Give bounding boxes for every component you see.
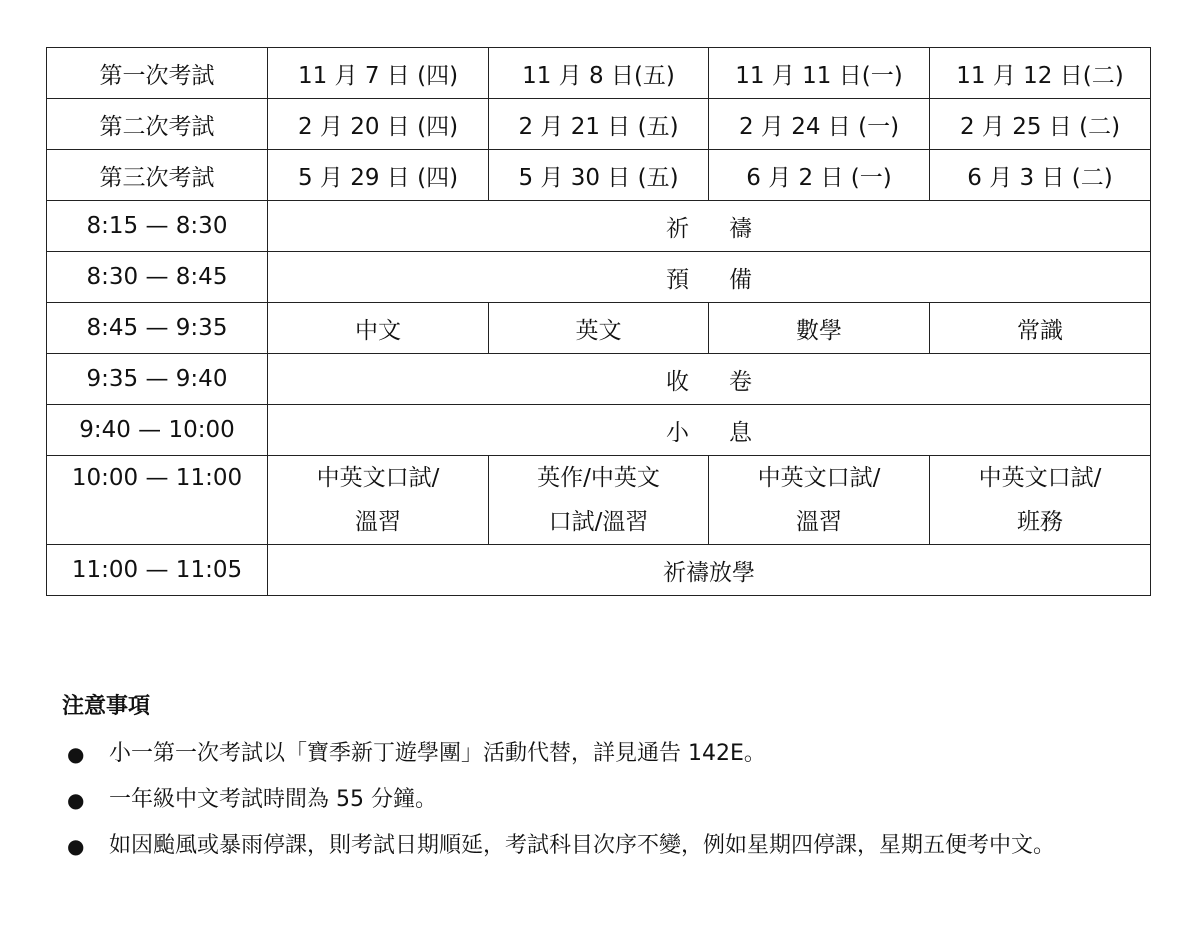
oral-line: 英作/中英文 [537, 465, 660, 491]
exam-date: 11 月 11 日(一) [709, 48, 930, 99]
activity-cell [268, 201, 1151, 252]
exam-row-2 [47, 99, 1151, 150]
note-item [62, 826, 1152, 866]
note-text: 如因颱風或暴雨停課，則考試日期順延，考試科目次序不變，例如星期四停課，星期五便考中文。 [109, 833, 1056, 858]
oral-cell [268, 456, 489, 545]
oral-line: 溫習 [355, 509, 401, 535]
oral-line: 中英文口試/ [316, 465, 440, 491]
activity-text: 卷 [729, 368, 752, 395]
note-text: 一年級中文考試時間為 55 分鐘。 [109, 787, 437, 812]
oral-line: 班務 [1017, 509, 1063, 535]
exam-date: 11 月 8 日(五) [489, 48, 709, 99]
activity-text: 小 [666, 419, 689, 446]
schedule-row-exam [47, 303, 1151, 354]
subject-cell: 常識 [930, 303, 1151, 354]
schedule-row-oral [47, 456, 1151, 545]
activity-text: 禱 [729, 215, 752, 242]
oral-cell [930, 456, 1151, 545]
exam-date: 5 月 30 日 (五) [489, 150, 709, 201]
exam-label: 第一次考試 [47, 48, 268, 99]
exam-date: 2 月 24 日 (一) [709, 99, 930, 150]
exam-row-3 [47, 150, 1151, 201]
note-item [62, 780, 1152, 820]
activity-text: 祈 [666, 215, 689, 242]
activity-cell: 祈禱放學 [268, 545, 1151, 596]
bullet-icon: ● [67, 834, 85, 858]
notes-list [62, 734, 1152, 866]
oral-line: 口試/溫習 [548, 509, 649, 535]
note-text: 小一第一次考試以「寶季新丁遊學團」活動代替，詳見通告 142E。 [109, 741, 766, 766]
activity-cell [268, 252, 1151, 303]
bullet-icon: ● [67, 788, 85, 812]
time-slot: 9:40 — 10:00 [47, 405, 268, 456]
activity-text: 收 [666, 368, 689, 395]
bullet-icon: ● [67, 742, 85, 766]
exam-date: 2 月 21 日 (五) [489, 99, 709, 150]
exam-schedule-table [46, 47, 1151, 596]
activity-cell [268, 405, 1151, 456]
notes-title: 注意事項 [62, 694, 151, 719]
exam-date: 5 月 29 日 (四) [268, 150, 489, 201]
schedule-row-prepare [47, 252, 1151, 303]
schedule-row-collect [47, 354, 1151, 405]
exam-label: 第三次考試 [47, 150, 268, 201]
oral-line: 中英文口試/ [978, 465, 1102, 491]
subject-cell: 數學 [709, 303, 930, 354]
time-slot: 8:15 — 8:30 [47, 201, 268, 252]
schedule-row-dismiss [47, 545, 1151, 596]
exam-date: 2 月 25 日 (二) [930, 99, 1151, 150]
time-slot: 8:30 — 8:45 [47, 252, 268, 303]
exam-date: 11 月 7 日 (四) [268, 48, 489, 99]
schedule-row-prayer [47, 201, 1151, 252]
subject-cell: 中文 [268, 303, 489, 354]
exam-date: 6 月 2 日 (一) [709, 150, 930, 201]
exam-date: 6 月 3 日 (二) [930, 150, 1151, 201]
exam-date: 11 月 12 日(二) [930, 48, 1151, 99]
time-slot: 11:00 — 11:05 [47, 545, 268, 596]
oral-line: 溫習 [796, 509, 842, 535]
oral-cell [489, 456, 709, 545]
activity-text: 息 [729, 419, 752, 446]
activity-cell [268, 354, 1151, 405]
exam-label: 第二次考試 [47, 99, 268, 150]
schedule-row-break [47, 405, 1151, 456]
exam-row-1 [47, 48, 1151, 99]
oral-cell [709, 456, 930, 545]
activity-text: 備 [729, 266, 752, 293]
time-slot: 10:00 — 11:00 [47, 456, 268, 545]
time-slot: 8:45 — 9:35 [47, 303, 268, 354]
notes-section [62, 688, 1152, 872]
note-item [62, 734, 1152, 774]
activity-text: 預 [666, 266, 689, 293]
time-slot: 9:35 — 9:40 [47, 354, 268, 405]
exam-date: 2 月 20 日 (四) [268, 99, 489, 150]
subject-cell: 英文 [489, 303, 709, 354]
oral-line: 中英文口試/ [757, 465, 881, 491]
